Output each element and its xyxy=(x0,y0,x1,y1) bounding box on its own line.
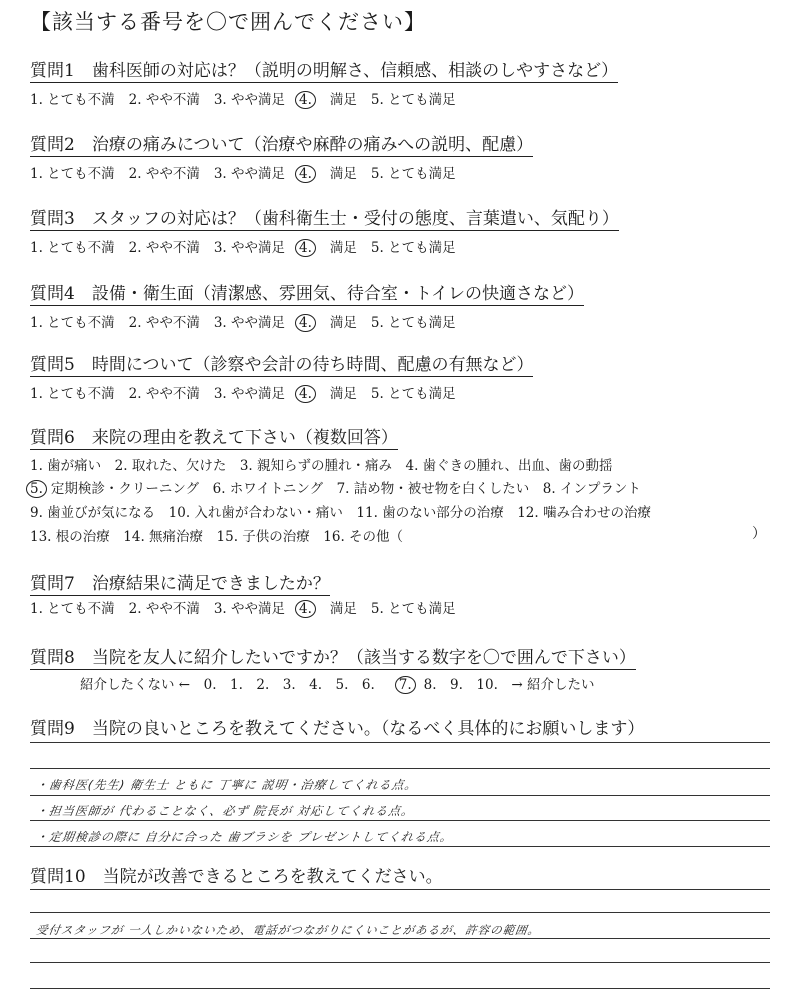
q8-selected-7[interactable]: 7. xyxy=(395,676,416,694)
question-6: 質問6 来院の理由を教えて下さい（複数回答） xyxy=(30,423,398,450)
q8-scale xyxy=(80,673,609,694)
option-4-label: 満足 xyxy=(329,240,357,256)
question-8: 質問8 当院を友人に紹介したいですか？（該当する数字を〇で囲んで下さい） xyxy=(30,643,636,670)
option-2[interactable]: 2. やや不満 xyxy=(128,386,200,402)
option-4-label: 満足 xyxy=(329,601,357,617)
option-3[interactable]: 3. やや満足 xyxy=(213,386,286,402)
question-5: 質問5 時間について（診察や会計の待ち時間、配慮の有無など） xyxy=(30,350,533,377)
option-1[interactable]: 1. とても不満 xyxy=(30,386,115,402)
answer-line xyxy=(30,962,770,963)
q9-answer-3[interactable]: ・定期検診の際に 自分に合った 歯ブラシを プレゼントしてくれる点。 xyxy=(34,830,454,844)
q8-scale-left: 紹介したくない ← 0. 1. 2. 3. 4. 5. 6. xyxy=(80,677,375,693)
answer-line xyxy=(30,768,770,769)
option-3[interactable]: 3. やや満足 xyxy=(213,166,286,182)
option-1[interactable]: 1. とても不満 xyxy=(30,601,115,617)
option-1[interactable]: 1. とても不満 xyxy=(30,315,115,331)
option-4-circled[interactable]: 4. xyxy=(295,314,316,332)
option-5[interactable]: 5. とても満足 xyxy=(370,386,456,402)
q10-answer[interactable]: 受付スタッフが 一人しかいないため、電話がつながりにくいことがあるが、許容の範囲。 xyxy=(35,923,542,937)
option-5[interactable]: 5. とても満足 xyxy=(370,166,456,182)
option-5[interactable]: 5. とても満足 xyxy=(370,240,456,256)
q6-row-3[interactable]: 9. 歯並びが気になる 10. 入れ歯が合わない・痛い 11. 歯のない部分の治療 12. 噛み合わせの治療 xyxy=(30,505,651,521)
option-5[interactable]: 5. とても満足 xyxy=(370,601,456,617)
option-3[interactable]: 3. やや満足 xyxy=(213,240,286,256)
option-2[interactable]: 2. やや不満 xyxy=(128,315,200,331)
q6-row-1[interactable]: 1. 歯が痛い 2. 取れた、欠けた 3. 親知らずの腫れ・痛み 4. 歯ぐきの腫れ、出血、歯の動揺 xyxy=(30,458,613,474)
option-1[interactable]: 1. とても不満 xyxy=(30,92,115,108)
option-3[interactable]: 3. やや満足 xyxy=(213,92,286,108)
q7-options xyxy=(30,597,470,618)
option-2[interactable]: 2. やや不満 xyxy=(128,601,200,617)
answer-line xyxy=(30,988,770,989)
q5-options xyxy=(30,382,470,403)
page-title: 【該当する番号を〇で囲んでください】 xyxy=(30,10,426,34)
q8-scale-right: 8. 9. 10. → 紹介したい xyxy=(423,677,595,693)
question-3: 質問3 スタッフの対応は？（歯科衛生士・受付の態度、言葉遣い、気配り） xyxy=(30,204,619,231)
q6-row-2[interactable] xyxy=(26,477,655,498)
question-9: 質問9 当院の良いところを教えてください。（なるべく具体的にお願いします） xyxy=(30,719,645,739)
question-7: 質問7 治療結果に満足できましたか？ xyxy=(30,569,330,596)
option-2[interactable]: 2. やや不満 xyxy=(128,92,200,108)
option-4-circled[interactable]: 4. xyxy=(295,165,316,183)
option-4-label: 満足 xyxy=(329,166,357,182)
option-4-circled[interactable]: 4. xyxy=(295,91,316,109)
option-3[interactable]: 3. やや満足 xyxy=(213,315,286,331)
answer-line xyxy=(30,912,770,913)
q6-other-close: ） xyxy=(752,526,766,542)
option-4-circled[interactable]: 4. xyxy=(295,239,316,257)
question-10: 質問10 当院が改善できるところを教えてください。 xyxy=(30,867,443,887)
option-4-label: 満足 xyxy=(329,386,357,402)
q9-answer-2[interactable]: ・担当医師が 代わることなく、必ず 院長が 対応してくれる点。 xyxy=(34,804,416,818)
option-5[interactable]: 5. とても満足 xyxy=(370,92,456,108)
question-2: 質問2 治療の痛みについて（治療や麻酔の痛みへの説明、配慮） xyxy=(30,130,533,157)
answer-line xyxy=(30,820,770,821)
q1-options xyxy=(30,88,470,109)
answer-line xyxy=(30,742,770,743)
answer-line xyxy=(30,795,770,796)
q9-answer-1[interactable]: ・歯科医(先生) 衛生士 ともに 丁寧に 説明・治療してくれる点。 xyxy=(34,778,419,792)
answer-line xyxy=(30,889,770,890)
option-5-circled[interactable]: 5. xyxy=(26,480,47,498)
q4-options xyxy=(30,311,470,332)
option-4-circled[interactable]: 4. xyxy=(295,600,316,618)
option-2[interactable]: 2. やや不満 xyxy=(128,166,200,182)
option-5[interactable]: 5. とても満足 xyxy=(370,315,456,331)
option-1[interactable]: 1. とても不満 xyxy=(30,240,115,256)
q3-options xyxy=(30,236,470,257)
option-4-label: 満足 xyxy=(329,315,357,331)
question-4: 質問4 設備・衛生面（清潔感、雰囲気、待合室・トイレの快適さなど） xyxy=(30,279,584,306)
option-2[interactable]: 2. やや不満 xyxy=(128,240,200,256)
answer-line xyxy=(30,938,770,939)
answer-line xyxy=(30,846,770,847)
option-4-label: 満足 xyxy=(329,92,357,108)
q6-row-2-label: 定期検診・クリーニング 6. ホワイトニング 7. 詰め物・被せ物を白くしたい 8. インプラント xyxy=(50,481,641,497)
question-1: 質問1 歯科医師の対応は？（説明の明解さ、信頼感、相談のしやすさなど） xyxy=(30,56,618,83)
option-3[interactable]: 3. やや満足 xyxy=(213,601,286,617)
option-4-circled[interactable]: 4. xyxy=(295,385,316,403)
q2-options xyxy=(30,162,470,183)
option-1[interactable]: 1. とても不満 xyxy=(30,166,115,182)
q6-row-4[interactable]: 13. 根の治療 14. 無痛治療 15. 子供の治療 16. その他（ xyxy=(30,529,404,545)
